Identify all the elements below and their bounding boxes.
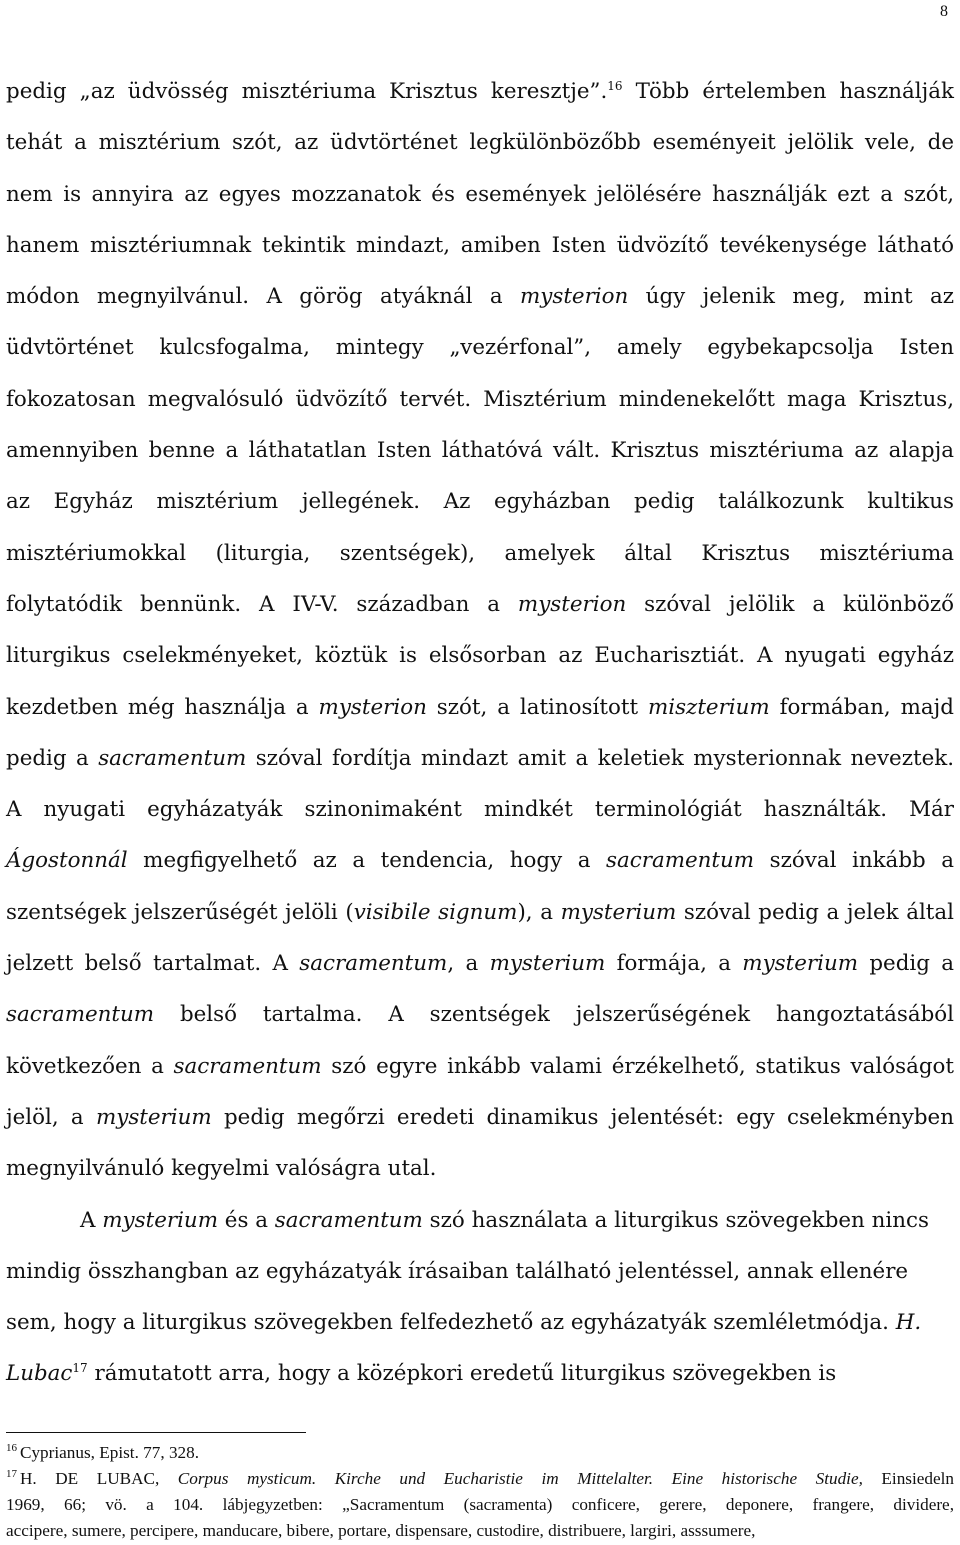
text-run: accipere, sumere, percipere, manducare, bibere, portare, dispensare, custodire, distribuere, largiri, asssumere, (6, 1521, 756, 1540)
text-run: szóval inkább a (754, 848, 954, 874)
footnote-line (6, 1492, 954, 1518)
footnote-mark: 17 (6, 1468, 17, 1480)
text-line (6, 476, 954, 527)
text-run: hanem misztériumnak tekintik mindazt, amiben Isten üdvözítő tevékenysége látható (6, 232, 954, 258)
text-run: szó egyre inkább valami érzékelhető, statikus valóságot (321, 1053, 954, 1079)
text-line (6, 835, 954, 886)
footnote-mark: 16 (6, 1442, 17, 1454)
text-line (6, 425, 954, 476)
text-line (6, 989, 954, 1040)
text-run: következően a (6, 1053, 174, 1079)
text-run: szóval fordítja mindazt amit a keletiek mysterionnak neveztek. (246, 745, 954, 771)
text-run: 1969, 66; vö. a 104. lábjegyzetben: „Sacramentum (sacramenta) conficere, gerere, deponere, frangere, dividere, (6, 1495, 954, 1514)
italic-term: sacramentum (173, 1053, 322, 1079)
text-line (6, 1041, 954, 1092)
text-run: , a (447, 951, 490, 977)
text-line (6, 1143, 954, 1194)
text-run: úgy jelenik meg, mint az (628, 284, 954, 310)
text-run: folytatódik bennünk. A IV-V. században a (6, 591, 518, 617)
text-line (6, 1297, 954, 1348)
italic-term: visibile signum (353, 899, 518, 925)
text-run: módon megnyilvánul. A görög atyáknál a (6, 284, 520, 310)
text-line (6, 630, 954, 681)
text-run: szóval jelölik a különböző (626, 591, 954, 617)
text-line (6, 117, 954, 168)
footnotes (6, 1440, 954, 1544)
italic-term: Lubac (6, 1361, 73, 1387)
text-line (6, 1195, 954, 1246)
text-line (6, 66, 954, 117)
text-line (6, 1348, 954, 1399)
italic-term: sacramentum (98, 745, 247, 771)
italic-term: mysterium (489, 951, 606, 977)
text-run: szó használata a liturgikus szövegekben nincs (422, 1207, 929, 1233)
text-run: formája, a (605, 951, 743, 977)
italic-term: miszterium (647, 694, 770, 720)
text-run: tehát a misztérium szót, az üdvtörténet legkülönbözőbb eseményeit jelölik vele, de (6, 130, 954, 156)
text-run: jelzett belső tartalmat. A (6, 951, 300, 977)
text-run: pedig „az üdvösség misztériuma Krisztus keresztje”. (6, 79, 608, 104)
text-run: szót, a latinosított (426, 694, 648, 720)
text-run: A (80, 1207, 103, 1233)
italic-term: Ágostonnál (6, 848, 128, 874)
footnote-line (6, 1466, 954, 1492)
text-run: üdvtörténet kulcsfogalma, mintegy „vezérfonal”, amely egybekapcsolja Isten (6, 335, 954, 361)
text-line (6, 169, 954, 220)
text-run: H. DE LUBAC, (20, 1469, 178, 1488)
text-line (6, 528, 954, 579)
text-line (6, 682, 954, 733)
italic-term: mysterion (519, 284, 629, 310)
text-run: pedig a (6, 745, 99, 771)
text-line (6, 784, 954, 835)
text-run: sem, hogy a liturgikus szövegekben felfedezhető az egyházatyák szemléletmódja. (6, 1310, 896, 1336)
text-run: kezdetben még használja a (6, 694, 319, 720)
text-run: nem is annyira az egyes mozzanatok és események jelölésére használják ezt a szót, (6, 181, 954, 207)
italic-term: mysterium (742, 951, 859, 977)
text-run: jelöl, a (6, 1104, 96, 1130)
text-run: rámutatott arra, hogy a középkori eredetű liturgikus szövegekben is (87, 1361, 837, 1387)
text-line (6, 1246, 954, 1297)
italic-term: mysterion (517, 591, 627, 617)
italic-term: sacramentum (606, 848, 755, 874)
italic-term: mysterion (318, 694, 427, 720)
text-run: pedig megőrzi eredeti dinamikus jelentését: egy cselekményben (211, 1104, 954, 1130)
text-run: szóval pedig a jelek által (676, 899, 954, 925)
text-run: misztériumokkal (liturgia, szentségek), amelyek által Krisztus misztériuma (6, 540, 954, 566)
text-line (6, 220, 954, 271)
text-line (6, 887, 954, 938)
italic-term: Corpus mysticum. Kirche und Eucharistie im Mittelalter. Eine historische Studie, (177, 1469, 863, 1488)
text-run: megfigyelhető az a tendencia, hogy a (127, 848, 607, 874)
text-run: szentségek jelszerűségét jelöli ( (6, 899, 354, 925)
text-run: mindig összhangban az egyházatyák írásaiban található jelentéssel, annak ellenére (6, 1258, 909, 1284)
italic-term: sacramentum (6, 1002, 155, 1028)
footnote-ref-17: 17 (72, 1361, 88, 1376)
text-line (6, 733, 954, 784)
text-line (6, 271, 954, 322)
footnote-17 (6, 1466, 954, 1544)
footnote-16 (6, 1440, 954, 1466)
italic-term: sacramentum (299, 951, 448, 977)
text-line (6, 322, 954, 373)
paragraph-2 (6, 1195, 954, 1400)
footnote-separator (6, 1432, 306, 1433)
italic-term: mysterium (560, 899, 677, 925)
text-run: pedig a (858, 951, 955, 977)
text-run: Több értelemben használják (622, 79, 954, 104)
text-run: formában, majd (769, 694, 954, 720)
text-run: belső tartalma. A szentségek jelszerűségének hangoztatásából (154, 1002, 954, 1028)
text-run: ), a (517, 899, 561, 925)
text-run: és a (217, 1207, 275, 1233)
text-run: fokozatosan megvalósuló üdvözítő tervét. Misztérium mindenekelőtt maga Krisztus, (6, 386, 954, 412)
text-run: A nyugati egyházatyák szinonimaként mindkét terminológiát használták. Már (6, 797, 954, 823)
text-run: az Egyház misztérium jellegének. Az egyházban pedig találkozunk kultikus (6, 489, 954, 515)
footnote-line (6, 1518, 954, 1544)
italic-term: mysterium (102, 1207, 218, 1233)
text-line (6, 579, 954, 630)
paragraph-1 (6, 66, 954, 1195)
text-line (6, 374, 954, 425)
footnote-ref-16: 16 (607, 79, 623, 93)
italic-term: sacramentum (274, 1207, 423, 1233)
text-run: Cyprianus, Epist. 77, 328. (20, 1443, 200, 1462)
page-number: 8 (940, 3, 948, 20)
text-run: liturgikus cselekményeket, köztük is elsősorban az Eucharisztiát. A nyugati egyház (6, 643, 954, 669)
text-line (6, 1092, 954, 1143)
text-run: Einsiedeln (862, 1469, 954, 1488)
italic-term: H. (895, 1310, 922, 1336)
text-run: megnyilvánuló kegyelmi valóságra utal. (6, 1156, 437, 1182)
footnote-line (6, 1440, 954, 1466)
italic-term: mysterium (95, 1104, 212, 1130)
text-run: amennyiben benne a láthatatlan Isten láthatóvá vált. Krisztus misztériuma az alapja (6, 438, 954, 464)
text-line (6, 938, 954, 989)
body-text (6, 66, 954, 1400)
